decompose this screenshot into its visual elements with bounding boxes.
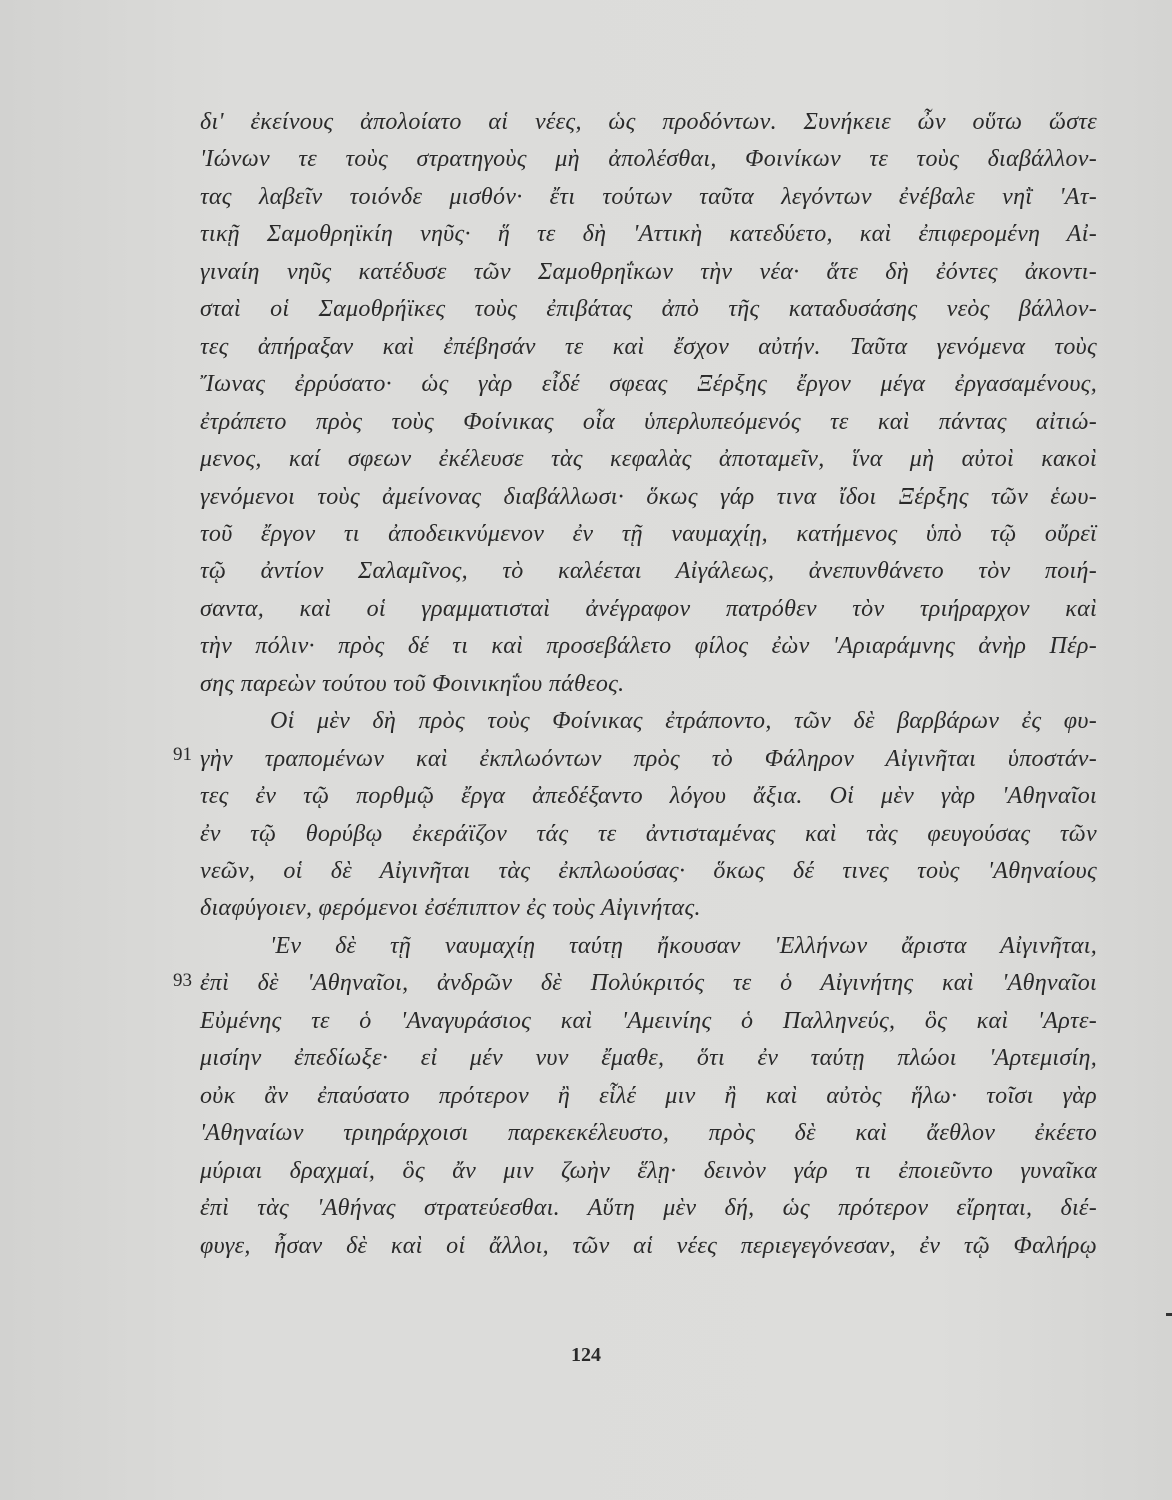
text-line: μύριαι δραχμαί, ὃς ἄν μιν ζωὴν ἕλῃ· δεινὸν γάρ τι ἐποιεῦντο γυναῖκα (200, 1157, 1097, 1184)
text-line: τὴν πόλιν· πρὸς δέ τι καὶ προσεβάλετο φίλος ἐὼν 'Αριαράμνης ἀνὴρ Πέρ- (200, 633, 1097, 660)
text-line: ἐν τῷ θορύβῳ ἐκεράϊζον τάς τε ἀντισταμένας καὶ τὰς φευγούσας τῶν (200, 820, 1097, 847)
text-line: γιναίη νηῦς κατέδυσε τῶν Σαμοθρηΐκων τὴν νέα· ἅτε δὴ ἐόντες ἀκοντι- (200, 258, 1097, 285)
text-line: οὐκ ἂν ἐπαύσατο πρότερον ἢ εἷλέ μιν ἢ καὶ αὐτὸς ἥλω· τοῖσι γὰρ (200, 1082, 1097, 1109)
text-line: γενόμενοι τοὺς ἀμείνονας διαβάλλωσι· ὅκως γάρ τινα ἴδοι Ξέρξης τῶν ἑωυ- (200, 483, 1097, 510)
text-line: μενος, καί σφεων ἐκέλευσε τὰς κεφαλὰς ἀποταμεῖν, ἵνα μὴ αὐτοὶ κακοὶ (200, 446, 1097, 473)
page-number: 124 (571, 1344, 601, 1366)
text-line: τες ἀπήραξαν καὶ ἐπέβησάν τε καὶ ἔσχον αὐτήν. Ταῦτα γενόμενα τοὺς (200, 333, 1097, 360)
text-line: τες ἐν τῷ πορθμῷ ἔργα ἀπεδέξαντο λόγου ἄξια. Οἱ μὲν γὰρ 'Αθηναῖοι (200, 783, 1097, 810)
text-line: τικῇ Σαμοθρηϊκίη νηῦς· ἥ τε δὴ 'Αττικὴ κατεδύετο, καὶ ἐπιφερομένη Αἰ- (200, 221, 1097, 248)
text-line: γὴν τραπομένων καὶ ἐκπλωόντων πρὸς τὸ Φάληρον Αἰγινῆται ὑποστάν- (200, 745, 1097, 772)
text-line: τοῦ ἔργον τι ἀποδεικνύμενον ἐν τῇ ναυμαχίῃ, κατήμενος ὑπὸ τῷ οὔρεϊ (200, 520, 1097, 547)
text-line: ἐπὶ τὰς 'Αθήνας στρατεύεσθαι. Αὕτη μὲν δή, ὡς πρότερον εἴρηται, διέ- (200, 1195, 1097, 1222)
text-line: σης παρεὼν τούτου τοῦ Φοινικηΐου πάθεος. (200, 670, 625, 697)
text-line: τῷ ἀντίον Σαλαμῖνος, τὸ καλέεται Αἰγάλεως, ἀνεπυνθάνετο τὸν ποιή- (200, 558, 1097, 585)
text-line: διαφύγοιεν, φερόμενοι ἐσέπιπτον ἐς τοὺς Αἰγινήτας. (200, 895, 701, 922)
text-line: 'Εν δὲ τῇ ναυμαχίῃ ταύτῃ ἤκουσαν 'Ελλήνων ἄριστα Αἰγινῆται, (270, 932, 1097, 959)
text-line: νεῶν, οἱ δὲ Αἰγινῆται τὰς ἐκπλωούσας· ὅκως δέ τινες τοὺς 'Αθηναίους (200, 858, 1097, 884)
section-number-91: 91 (173, 744, 192, 765)
text-line: σαντα, καὶ οἱ γραμματισταὶ ἀνέγραφον πατρόθεν τὸν τριήραρχον καὶ (200, 595, 1097, 622)
scan-mark (1166, 1313, 1172, 1316)
text-line: μισίην ἐπεδίωξε· εἰ μέν νυν ἔμαθε, ὅτι ἐν ταύτῃ πλώοι 'Αρτεμισίη, (200, 1045, 1097, 1072)
text-line: ἐπὶ δὲ 'Αθηναῖοι, ἀνδρῶν δὲ Πολύκριτός τε ὁ Αἰγινήτης καὶ 'Αθηναῖοι (200, 970, 1097, 997)
text-line: Ἴωνας ἐρρύσατο· ὡς γὰρ εἶδέ σφεας Ξέρξης ἔργον μέγα ἐργασαμένους, (200, 371, 1097, 398)
text-line: δι' ἐκείνους ἀπολοίατο αἱ νέες, ὡς προδόντων. Συνήκειε ὦν οὕτω ὥστε (200, 109, 1097, 135)
text-line: τας λαβεῖν τοιόνδε μισθόν· ἔτι τούτων ταῦτα λεγόντων ἐνέβαλε νηῒ 'Ατ- (200, 183, 1097, 210)
text-line: σταὶ οἱ Σαμοθρήϊκες τοὺς ἐπιβάτας ἀπὸ τῆς καταδυσάσης νεὸς βάλλον- (200, 296, 1097, 323)
text-line: 'Αθηναίων τριηράρχοισι παρεκεκέλευστο, πρὸς δὲ καὶ ἄεθλον ἐκέετο (200, 1120, 1097, 1147)
text-line: ἐτράπετο πρὸς τοὺς Φοίνικας οἷα ὑπερλυπεόμενός τε καὶ πάντας αἰτιώ- (200, 408, 1097, 435)
text-line: 'Ιώνων τε τοὺς στρατηγοὺς μὴ ἀπολέσθαι, Φοινίκων τε τοὺς διαβάλλον- (200, 146, 1097, 173)
section-number-93: 93 (173, 970, 192, 991)
text-line: Εὐμένης τε ὁ 'Αναγυράσιος καὶ 'Αμεινίης ὁ Παλληνεύς, ὃς καὶ 'Αρτε- (200, 1007, 1097, 1034)
text-line: Οἱ μὲν δὴ πρὸς τοὺς Φοίνικας ἐτράποντο, τῶν δὲ βαρβάρων ἐς φυ- (270, 708, 1097, 735)
text-line: φυγε, ἦσαν δὲ καὶ οἱ ἄλλοι, τῶν αἱ νέες περιεγεγόνεσαν, ἐν τῷ Φαλήρῳ (200, 1232, 1097, 1259)
